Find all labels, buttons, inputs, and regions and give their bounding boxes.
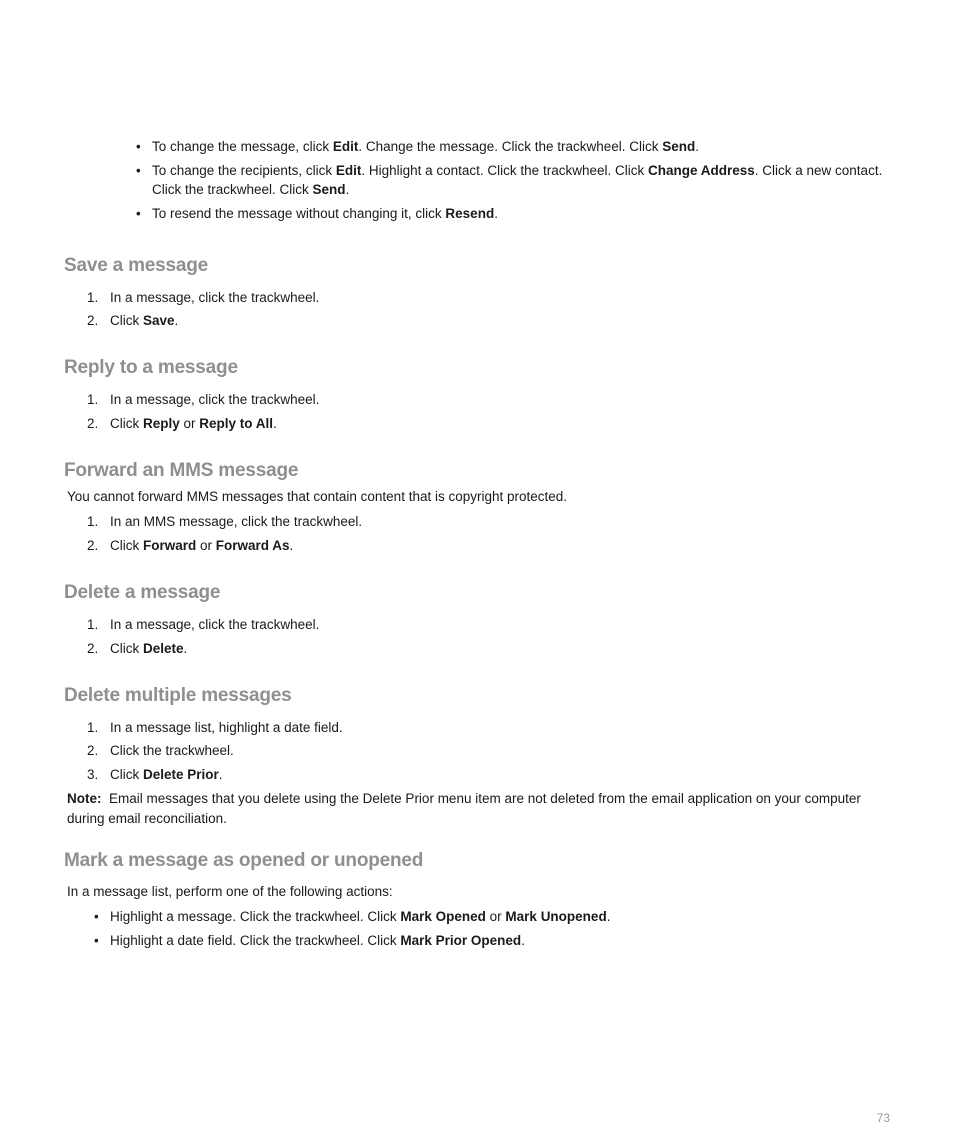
text-run: In a message, click the trackwheel. <box>110 617 320 632</box>
delete-multi-step-2 <box>87 741 234 760</box>
text-run: In an MMS message, click the trackwheel. <box>110 514 363 529</box>
text-run: . Change the message. Click the trackwheel. Click <box>358 139 663 154</box>
text-run: . <box>606 909 611 924</box>
step-text <box>110 514 362 529</box>
step-text <box>110 617 319 632</box>
forward-step-2 <box>87 536 293 555</box>
step-text <box>110 313 178 328</box>
step-text <box>110 641 187 656</box>
text-run: or <box>485 909 506 924</box>
step-text <box>110 720 343 735</box>
bold-term: Delete Prior <box>143 767 219 782</box>
bullet-text <box>110 933 525 948</box>
bold-term: Mark Unopened <box>505 909 607 924</box>
bold-term: Forward <box>143 538 197 553</box>
bold-term: Edit <box>335 163 362 178</box>
heading-save-message: Save a message <box>64 255 209 276</box>
heading-reply-message: Reply to a message <box>64 357 238 378</box>
text-run: Click the trackwheel. <box>110 743 234 758</box>
page-number: 73 <box>876 1111 890 1125</box>
bold-term: Send <box>312 182 346 197</box>
text-run: In a message, click the trackwheel. <box>110 290 320 305</box>
save-step-2 <box>87 311 178 330</box>
reply-step-1 <box>87 390 319 409</box>
bold-term: Save <box>143 313 175 328</box>
step-text <box>110 392 319 407</box>
reply-step-2 <box>87 414 277 433</box>
heading-forward-mms: Forward an MMS message <box>64 460 299 481</box>
text-run: Highlight a message. Click the trackwheel. Click <box>110 909 401 924</box>
step-text <box>110 767 223 782</box>
text-run: . <box>289 538 294 553</box>
bullet-marker: • <box>136 139 141 154</box>
text-run: . <box>218 767 223 782</box>
bold-term: Reply to All <box>199 416 274 431</box>
bold-term: Reply <box>143 416 180 431</box>
step-number: 2. <box>87 641 99 656</box>
step-number: 1. <box>87 392 99 407</box>
delete-step-1 <box>87 615 319 634</box>
text-run: Highlight a date field. Click the trackwheel. Click <box>110 933 401 948</box>
bold-term: Send <box>662 139 696 154</box>
heading-mark-message: Mark a message as opened or unopened <box>64 850 424 871</box>
mark-bullet-2 <box>94 931 900 950</box>
top-bullet-1 <box>136 137 902 156</box>
forward-step-1 <box>87 512 362 531</box>
step-number: 1. <box>87 514 99 529</box>
text-run: To resend the message without changing it, click <box>152 206 446 221</box>
note-text: Email messages that you delete using the Delete Prior menu item are not deleted from the email application on your computer during email reconciliation. <box>67 791 861 826</box>
bold-term: Mark Opened <box>400 909 486 924</box>
text-run: . <box>521 933 525 948</box>
delete-step-2 <box>87 639 187 658</box>
text-run: Click <box>110 416 143 431</box>
bullet-text <box>152 163 882 197</box>
heading-delete-multiple: Delete multiple messages <box>64 685 292 706</box>
step-text <box>110 290 319 305</box>
bullet-marker: • <box>136 163 141 178</box>
delete-multi-step-1 <box>87 718 343 737</box>
top-bullet-3 <box>136 204 902 223</box>
text-run: Click <box>110 313 143 328</box>
step-text <box>110 538 293 553</box>
bold-term: Edit <box>332 139 359 154</box>
bold-term: Delete <box>143 641 184 656</box>
text-run: . Highlight a contact. Click the trackwheel. Click <box>361 163 648 178</box>
step-number: 2. <box>87 743 99 758</box>
bullet-text <box>152 206 498 221</box>
text-run: or <box>196 538 216 553</box>
text-run: Click <box>110 538 143 553</box>
step-text <box>110 743 234 758</box>
step-number: 3. <box>87 767 99 782</box>
step-number: 1. <box>87 617 99 632</box>
text-run: To change the recipients, click <box>152 163 336 178</box>
bullet-marker: • <box>136 206 141 221</box>
text-run: In a message, click the trackwheel. <box>110 392 320 407</box>
text-run: To change the message, click <box>152 139 333 154</box>
bold-term: Change Address <box>647 163 755 178</box>
forward-intro: You cannot forward MMS messages that contain content that is copyright protected. <box>67 489 568 504</box>
text-run: . <box>695 139 700 154</box>
step-text <box>110 416 277 431</box>
heading-delete-message: Delete a message <box>64 582 221 603</box>
top-bullet-2 <box>136 161 902 199</box>
bold-term: Resend <box>445 206 495 221</box>
save-step-1 <box>87 288 319 307</box>
text-run: or <box>179 416 200 431</box>
text-run: . <box>345 182 350 197</box>
bold-term: Mark Prior Opened <box>400 933 522 948</box>
mark-intro: In a message list, perform one of the following actions: <box>67 884 393 899</box>
delete-multi-note <box>67 789 887 829</box>
step-number: 2. <box>87 313 99 328</box>
delete-multi-step-3 <box>87 765 223 784</box>
text-run: . <box>183 641 188 656</box>
bullet-marker: • <box>94 909 99 924</box>
step-number: 1. <box>87 290 99 305</box>
mark-bullet-1 <box>94 907 900 926</box>
bullet-text <box>152 139 699 154</box>
text-run: . <box>273 416 277 431</box>
step-number: 1. <box>87 720 99 735</box>
step-number: 2. <box>87 538 99 553</box>
bullet-marker: • <box>94 933 99 948</box>
note-label: Note: <box>67 791 102 806</box>
bullet-text <box>110 909 610 924</box>
text-run: . Click a new contact. Click the trackwheel. Click <box>152 163 883 197</box>
text-run: In a message list, highlight a date field. <box>110 720 343 735</box>
text-run: Click <box>110 641 143 656</box>
step-number: 2. <box>87 416 99 431</box>
text-run: . <box>494 206 498 221</box>
bold-term: Forward As <box>215 538 290 553</box>
text-run: Click <box>110 767 143 782</box>
text-run: . <box>174 313 179 328</box>
